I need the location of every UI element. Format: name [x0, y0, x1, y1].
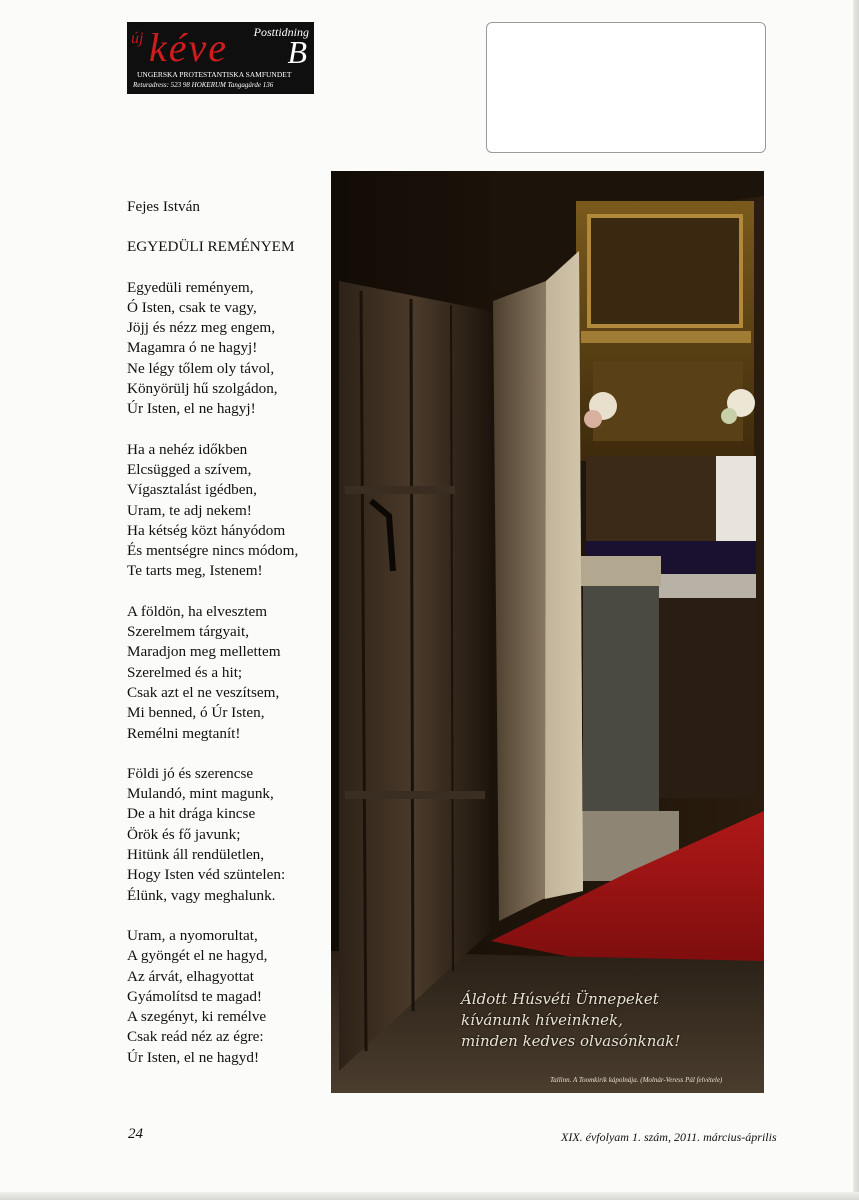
masthead-posttidning: Posttidning [253, 25, 309, 39]
masthead-prefix: új [131, 30, 144, 47]
poem-line: Ha a nehéz időkben [127, 440, 248, 458]
masthead-logo [127, 22, 314, 94]
poem-line: Maradjon meg mellettem [127, 643, 281, 661]
poem-stanza [127, 278, 327, 420]
poem-line: Ne légy tőlem oly távol, [127, 359, 275, 377]
page-edge-bottom [0, 1192, 859, 1200]
greeting-line: kívánunk híveinknek, [461, 1011, 623, 1029]
poem-stanza [127, 602, 327, 744]
poem-line: Hogy Isten véd szüntelen: [127, 866, 286, 884]
poem-line: És mentségre nincs módom, [127, 542, 299, 560]
poem-line: A gyöngét el ne hagyd, [127, 947, 268, 965]
masthead-title: kéve [149, 25, 229, 70]
poem-line: Magamra ó ne hagyj! [127, 339, 258, 357]
poem-line: Uram, a nyomorultat, [127, 926, 258, 944]
poem-line: Ha kétség közt hányódom [127, 521, 286, 539]
poem-line: Úr Isten, el ne hagyd! [127, 1048, 260, 1066]
poem-line: A szegényt, ki remélve [127, 1008, 267, 1026]
poem-line: De a hit drága kincse [127, 805, 256, 823]
poem-line: Úr Isten, el ne hagyj! [127, 400, 256, 418]
poem-line: Csak azt el ne veszítsem, [127, 683, 280, 701]
masthead-return-address: Returadress: 523 98 HOKERUM Tangagärde 136 [133, 81, 274, 89]
poem-title: EGYEDÜLI REMÉNYEM [127, 238, 295, 256]
poem-line: Mulandó, mint magunk, [127, 785, 274, 803]
easter-greeting [461, 989, 761, 1052]
chapel-photo-illustration [331, 171, 764, 1093]
poem-line: Szerelmed és a hit; [127, 663, 243, 681]
poem-line: Hitünk áll rendületlen, [127, 846, 265, 864]
issue-info: XIX. évfolyam 1. szám, 2011. március-április [561, 1130, 777, 1144]
poem-line: Örök és fő javunk; [127, 825, 241, 843]
page-number: 24 [128, 1126, 143, 1142]
poem-line: Földi jó és szerencse [127, 764, 254, 782]
masthead-letter: B [287, 34, 307, 70]
poem-line: Élünk, vagy meghalunk. [127, 886, 276, 904]
greeting-line: minden kedves olvasónknak! [461, 1032, 681, 1050]
poem-line: Egyedüli reményem, [127, 278, 254, 296]
photo-caption: Tallinn. A Toomkirik kápolnája. (Molnár-Veress Pál felvétele) [550, 1076, 723, 1084]
poem-line: Remélni megtanít! [127, 724, 241, 742]
poem-line: Vígasztalást igédben, [127, 481, 257, 499]
poem-line: Jöjj és nézz meg engem, [127, 319, 276, 337]
page-edge [853, 0, 859, 1200]
poem-line: Gyámolítsd te magad! [127, 987, 262, 1005]
poem-line: Csak reád néz az égre: [127, 1028, 264, 1046]
poem-stanza [127, 926, 327, 1068]
address-label-box [486, 22, 766, 153]
greeting-line: Áldott Húsvéti Ünnepeket [461, 990, 659, 1008]
poem [127, 197, 327, 1068]
poem-line: Az árvát, elhagyottat [127, 967, 254, 985]
poem-line: A földön, ha elvesztem [127, 602, 268, 620]
poem-line: Szerelmem tárgyait, [127, 623, 250, 641]
poem-line: Uram, te adj nekem! [127, 501, 252, 519]
poem-line: Elcsügged a szívem, [127, 460, 252, 478]
poem-line: Ó Isten, csak te vagy, [127, 298, 257, 316]
poem-line: Könyörülj hű szolgádon, [127, 380, 278, 398]
chapel-photo [331, 171, 764, 1093]
poem-author: Fejes István [127, 198, 200, 215]
masthead-organization: UNGERSKA PROTESTANTISKA SAMFUNDET [137, 70, 292, 79]
poem-stanza [127, 440, 327, 582]
poem-stanza [127, 764, 327, 906]
poem-line: Mi benned, ó Úr Isten, [127, 704, 265, 722]
poem-line: Te tarts meg, Istenem! [127, 562, 263, 580]
